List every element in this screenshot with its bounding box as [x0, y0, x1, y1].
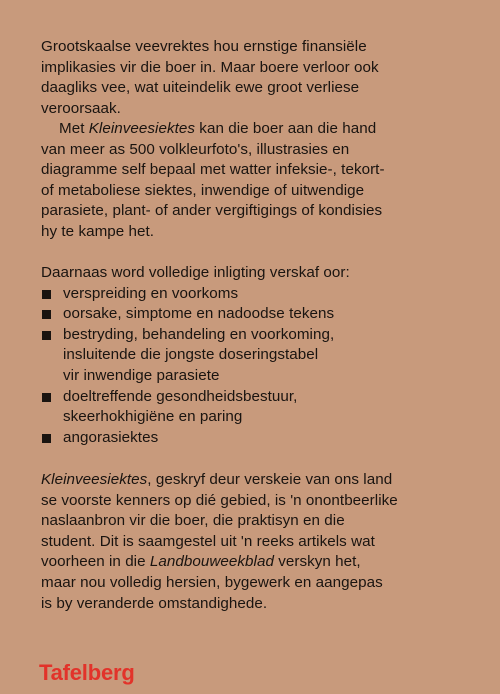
- text-fragment: , geskryf deur verskeie van ons land: [147, 471, 393, 488]
- list-item: [41, 428, 481, 449]
- info-list: [41, 284, 481, 449]
- list-item: [41, 284, 481, 305]
- bullet-square-icon: [42, 434, 51, 443]
- list-item-line: doeltreffende gesondheidsbestuur,: [63, 387, 298, 405]
- list-item-line: angorasiektes: [63, 428, 159, 446]
- description-line: of metaboliese siektes, inwendige of uitwendige: [41, 181, 365, 199]
- bullet-square-icon: [42, 331, 51, 340]
- intro-line: veroorsaak.: [41, 99, 121, 117]
- description-line: van meer as 500 volkleurfoto's, illustrasies en: [41, 140, 350, 158]
- bullet-square-icon: [42, 310, 51, 319]
- text-fragment: Met: [59, 120, 89, 137]
- text-fragment: voorheen in die: [41, 553, 150, 571]
- bullet-square-icon: [42, 290, 51, 299]
- description-line: diagramme self bepaal met watter infeksie-, tekort-: [41, 161, 385, 179]
- magazine-title: Landbouweekblad: [149, 553, 274, 571]
- closing-line: student. Dit is saamgestel uit 'n reeks artikels wat: [41, 532, 375, 550]
- list-item-line: insluitende die jongste doseringstabel: [63, 346, 319, 364]
- info-section: [41, 263, 481, 448]
- intro-line: implikasies vir die boer in. Maar boere verloor ook: [41, 58, 379, 76]
- bullet-square-icon: [42, 393, 51, 402]
- list-item-line: vir inwendige parasiete: [63, 366, 220, 384]
- description-line: hy te kampe het.: [41, 222, 155, 240]
- closing-line: [41, 470, 481, 491]
- intro-paragraph: [41, 37, 481, 119]
- list-item-line: oorsake, simptome en nadoodse tekens: [63, 305, 335, 323]
- description-line: [41, 119, 481, 140]
- publisher-logo-text: Tafelberg: [39, 660, 135, 685]
- list-item: [41, 387, 481, 428]
- list-item: [41, 304, 481, 325]
- intro-line: Grootskaalse veevrektes hou ernstige finansiële: [41, 38, 367, 55]
- closing-line: [41, 552, 481, 573]
- closing-line: naslaanbron vir die boer, die praktisyn en die: [41, 512, 345, 530]
- list-item-line: skeerhokhigiëne en paring: [63, 408, 243, 426]
- closing-paragraph: [41, 470, 481, 614]
- list-item-line: verspreiding en voorkoms: [63, 284, 239, 302]
- book-title: Kleinveesiektes: [41, 471, 148, 488]
- text-fragment: verskyn het,: [273, 553, 361, 571]
- text-fragment: kan die boer aan die hand: [195, 120, 377, 137]
- closing-line: se voorste kenners op dié gebied, is 'n onontbeerlike: [41, 491, 398, 509]
- closing-line: maar nou volledig hersien, bygewerk en aangepas: [41, 573, 383, 591]
- intro-line: daagliks vee, wat uiteindelik ewe groot verliese: [41, 79, 360, 97]
- info-heading: Daarnaas word volledige inligting verskaf oor:: [41, 264, 350, 281]
- closing-line: is by veranderde omstandighede.: [41, 594, 268, 612]
- list-item: [41, 325, 481, 387]
- list-item-line: bestryding, behandeling en voorkoming,: [63, 325, 335, 343]
- description-paragraph: [41, 119, 481, 243]
- book-title: Kleinveesiektes: [88, 120, 196, 137]
- description-line: parasiete, plant- of ander vergiftigings of kondisies: [41, 202, 383, 220]
